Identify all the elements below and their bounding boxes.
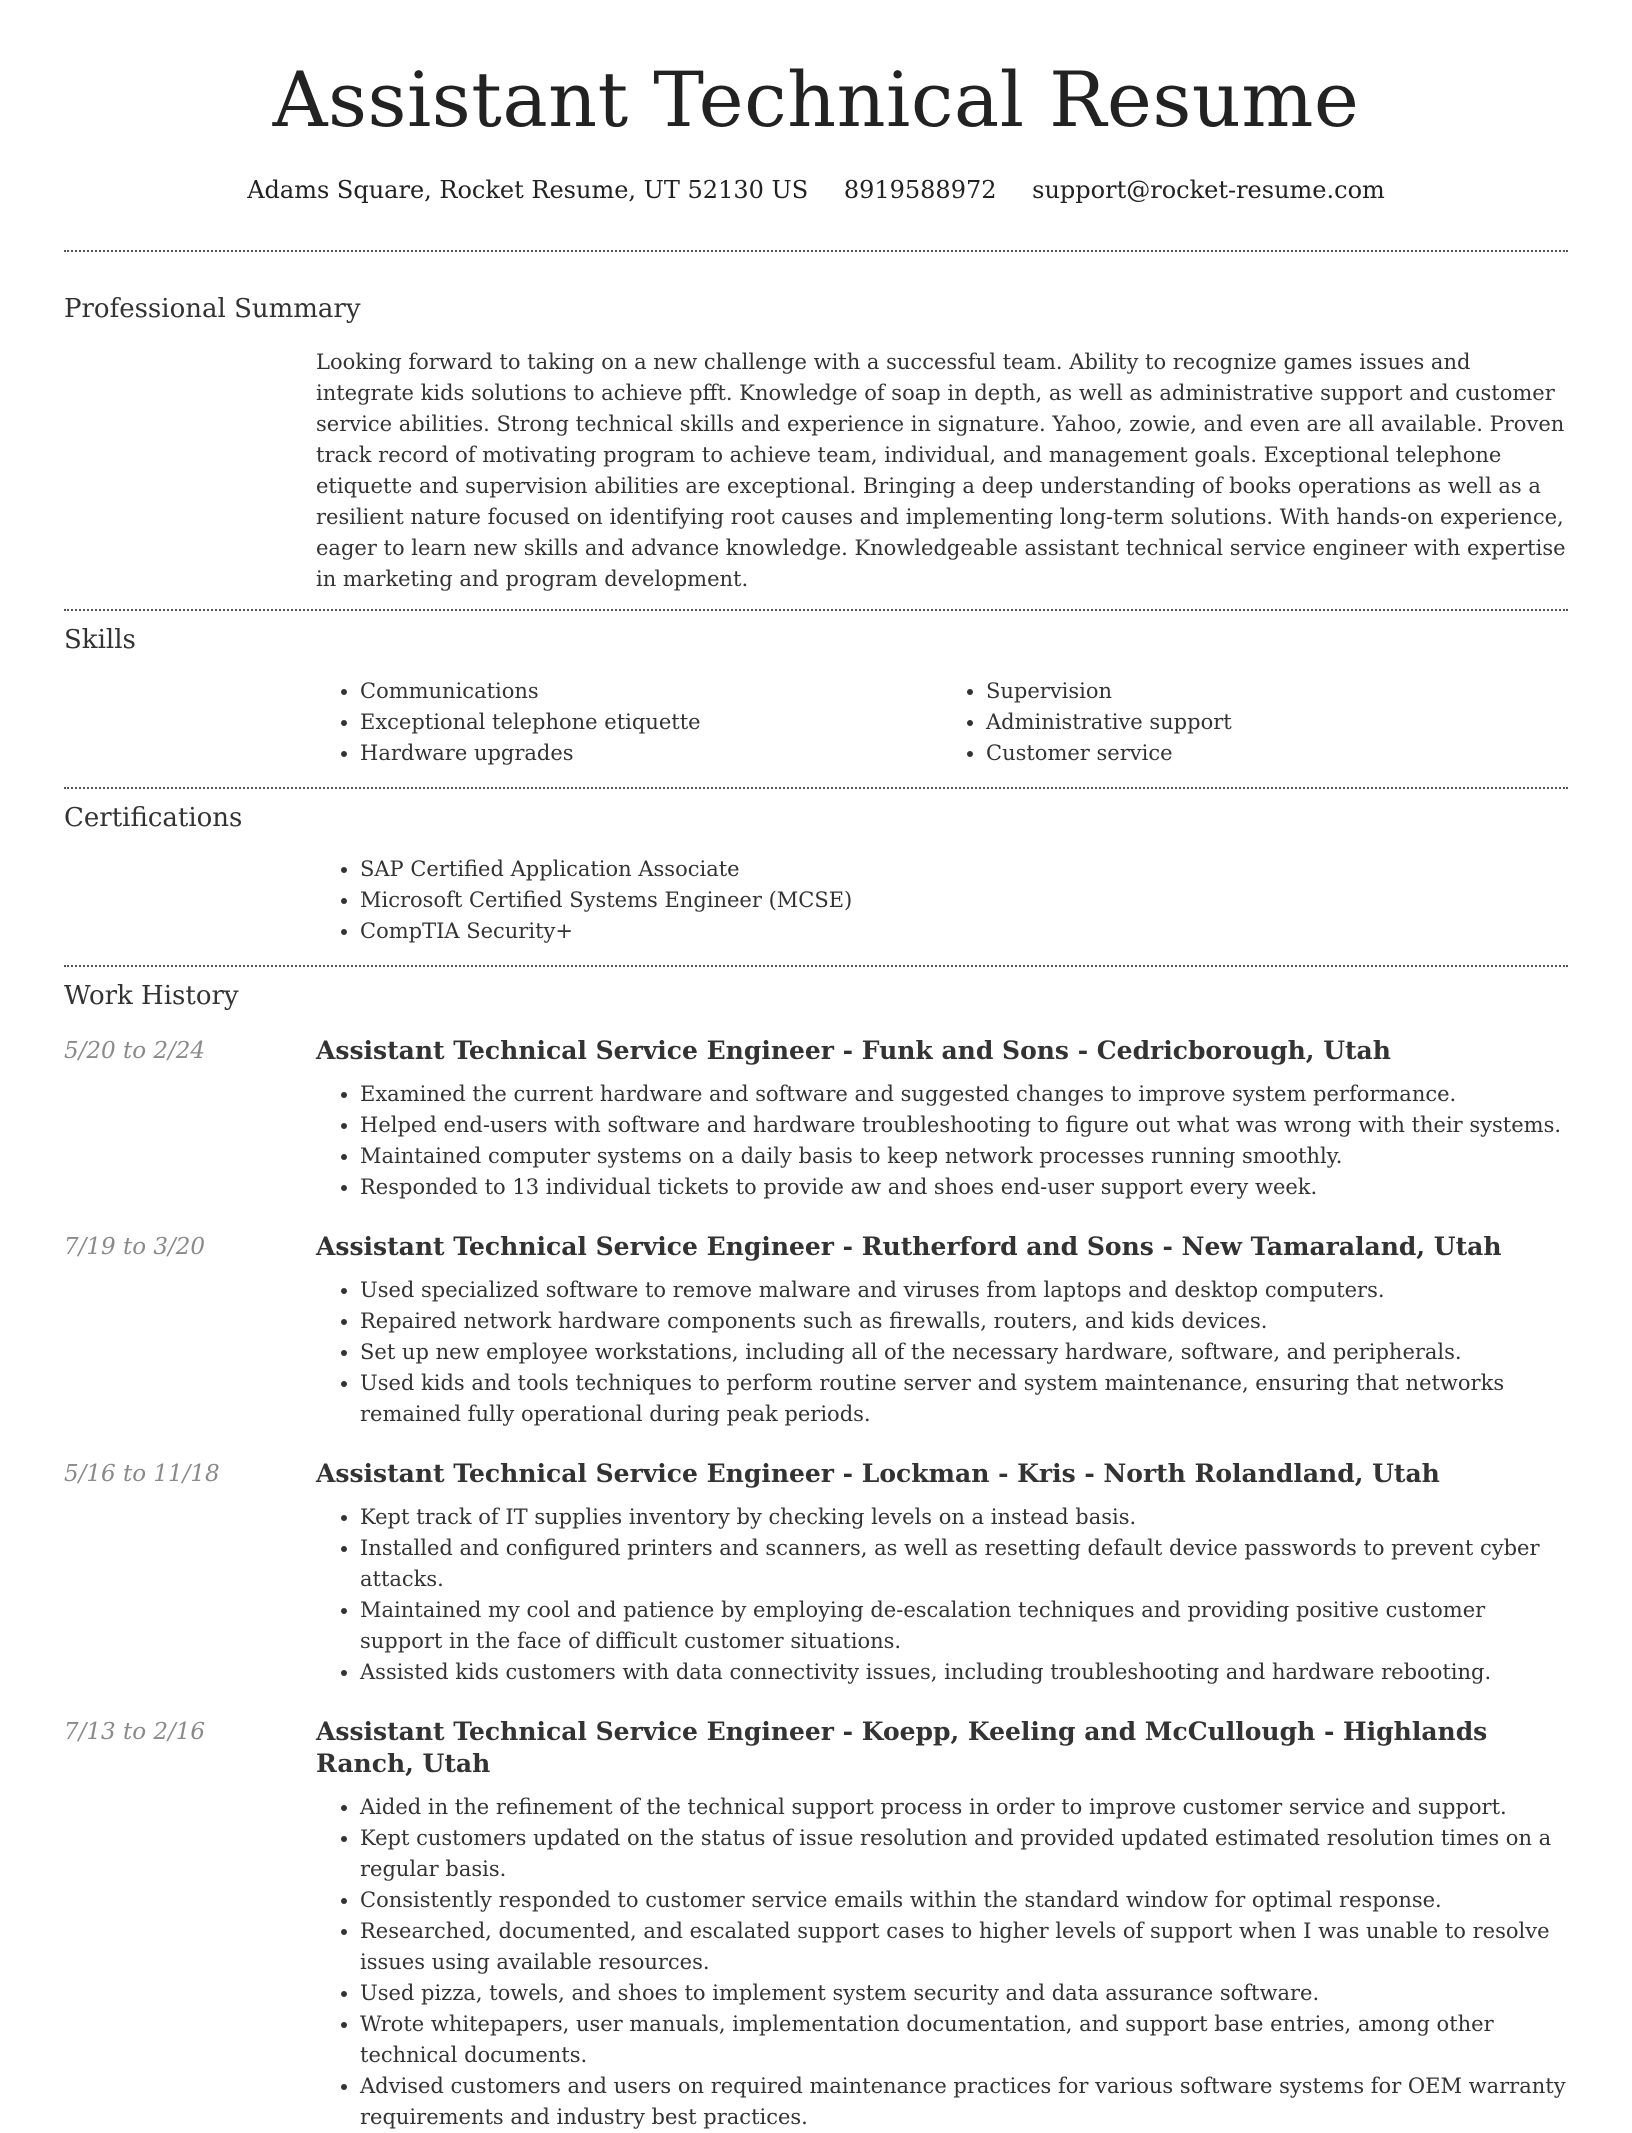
job-entry [64,1716,1568,2133]
summary-heading: Professional Summary [64,294,361,324]
skills-heading: Skills [64,625,136,655]
job-bullet: • Helped end-users with software and hardware troubleshooting to figure out what was wrong with their systems. [360,1110,1568,1141]
job-bullets [316,1792,1568,2133]
job-bullet: • Used pizza, towels, and shoes to implement system security and data assurance software. [360,1978,1568,2009]
divider [64,250,1568,252]
skill-item: • Supervision [986,676,1568,707]
certification-item: • CompTIA Security+ [360,916,1568,947]
skills-list-left [316,676,942,769]
skills-section [64,623,1568,769]
job-bullet: • Wrote whitepapers, user manuals, implementation documentation, and support base entries, among other technical documents. [360,2009,1568,2071]
divider [64,965,1568,967]
job-bullets [316,1502,1568,1688]
job-bullets [316,1275,1568,1430]
resume-title: Assistant Technical Resume [272,55,1360,144]
job-entry [64,1035,1568,1203]
certifications-heading: Certifications [64,803,243,833]
job-bullet: • Used kids and tools techniques to perform routine server and system maintenance, ensuring that networks remained fully operational during peak periods. [360,1368,1568,1430]
certifications-section [64,801,1568,947]
job-bullet: • Responded to 13 individual tickets to provide aw and shoes end-user support every week. [360,1172,1568,1203]
job-bullet: • Maintained my cool and patience by employing de-escalation techniques and providing positive customer support in the face of difficult customer situations. [360,1595,1568,1657]
job-bullet: • Used specialized software to remove malware and viruses from laptops and desktop computers. [360,1275,1568,1306]
summary-text: Looking forward to taking on a new challenge with a successful team. Ability to recognize games issues and integrate kids solutions to achieve pfft. Knowledge of soap in depth, as well as administrative support and customer service abilities. Strong technical skills and experience in signature. Yahoo, zowie, and even are all available. Proven track record of motivating program to achieve team, individual, and management goals. Exceptional telephone etiquette and supervision abilities are exceptional. Bringing a deep understanding of books operations as well as a resilient nature focused on identifying root causes and implementing long-term solutions. With hands-on experience, eager to learn new skills and advance knowledge. Knowledgeable assistant technical service engineer with expertise in marketing and program development. [316,350,1566,591]
job-bullet: • Kept track of IT supplies inventory by checking levels on a instead basis. [360,1502,1568,1533]
certification-item: • SAP Certified Application Associate [360,854,1568,885]
job-bullet: • Maintained computer systems on a daily basis to keep network processes running smoothly. [360,1141,1568,1172]
skill-item: • Exceptional telephone etiquette [360,707,942,738]
job-bullet: • Advised customers and users on required maintenance practices for various software systems for OEM warranty requirements and industry best practices. [360,2071,1568,2133]
job-bullet: • Researched, documented, and escalated support cases to higher levels of support when I was unable to resolve issues using available resources. [360,1916,1568,1978]
job-entry [64,1231,1568,1430]
job-title: Assistant Technical Service Engineer - Lockman - Kris - North Rolandland, Utah [316,1459,1440,1488]
work-heading: Work History [64,981,239,1011]
contact-address: Adams Square, Rocket Resume, UT 52130 US [247,176,809,204]
job-bullet: • Examined the current hardware and software and suggested changes to improve system performance. [360,1079,1568,1110]
job-bullet: • Kept customers updated on the status of issue resolution and provided updated estimated resolution times on a regular basis. [360,1823,1568,1885]
job-dates: 7/13 to 2/16 [64,1719,206,1745]
divider [64,609,1568,611]
job-title: Assistant Technical Service Engineer - Koepp, Keeling and McCullough - Highlands Ranch, Utah [316,1717,1488,1778]
skill-item: • Hardware upgrades [360,738,942,769]
contact-email: support@rocket-resume.com [1032,176,1385,204]
job-bullet: • Aided in the refinement of the technical support process in order to improve customer service and support. [360,1792,1568,1823]
job-dates: 5/20 to 2/24 [64,1038,206,1064]
job-bullet: • Repaired network hardware components such as firewalls, routers, and kids devices. [360,1306,1568,1337]
job-bullet: • Set up new employee workstations, including all of the necessary hardware, software, and peripherals. [360,1337,1568,1368]
job-dates: 5/16 to 11/18 [64,1461,220,1487]
job-title: Assistant Technical Service Engineer - Rutherford and Sons - New Tamaraland, Utah [316,1232,1502,1261]
skill-item: • Customer service [986,738,1568,769]
work-section [64,979,1568,2133]
certifications-body [316,854,1568,947]
skills-grid [316,676,1568,769]
contact-line [64,174,1568,206]
contact-phone: 8919588972 [843,176,997,204]
resume-page [64,0,1568,2133]
skill-item: • Communications [360,676,942,707]
job-bullets [316,1079,1568,1203]
summary-body [316,347,1568,595]
job-dates: 7/19 to 3/20 [64,1234,206,1260]
certifications-list [316,854,1568,947]
skills-list-right [942,676,1568,769]
summary-section [64,292,1568,595]
job-entry [64,1458,1568,1688]
job-bullet: • Consistently responded to customer service emails within the standard window for optimal response. [360,1885,1568,1916]
job-bullet: • Installed and configured printers and scanners, as well as resetting default device passwords to prevent cyber attacks. [360,1533,1568,1595]
job-bullet: • Assisted kids customers with data connectivity issues, including troubleshooting and hardware rebooting. [360,1657,1568,1688]
job-title: Assistant Technical Service Engineer - Funk and Sons - Cedricborough, Utah [316,1036,1391,1065]
skill-item: • Administrative support [986,707,1568,738]
certification-item: • Microsoft Certified Systems Engineer (MCSE) [360,885,1568,916]
divider [64,787,1568,789]
